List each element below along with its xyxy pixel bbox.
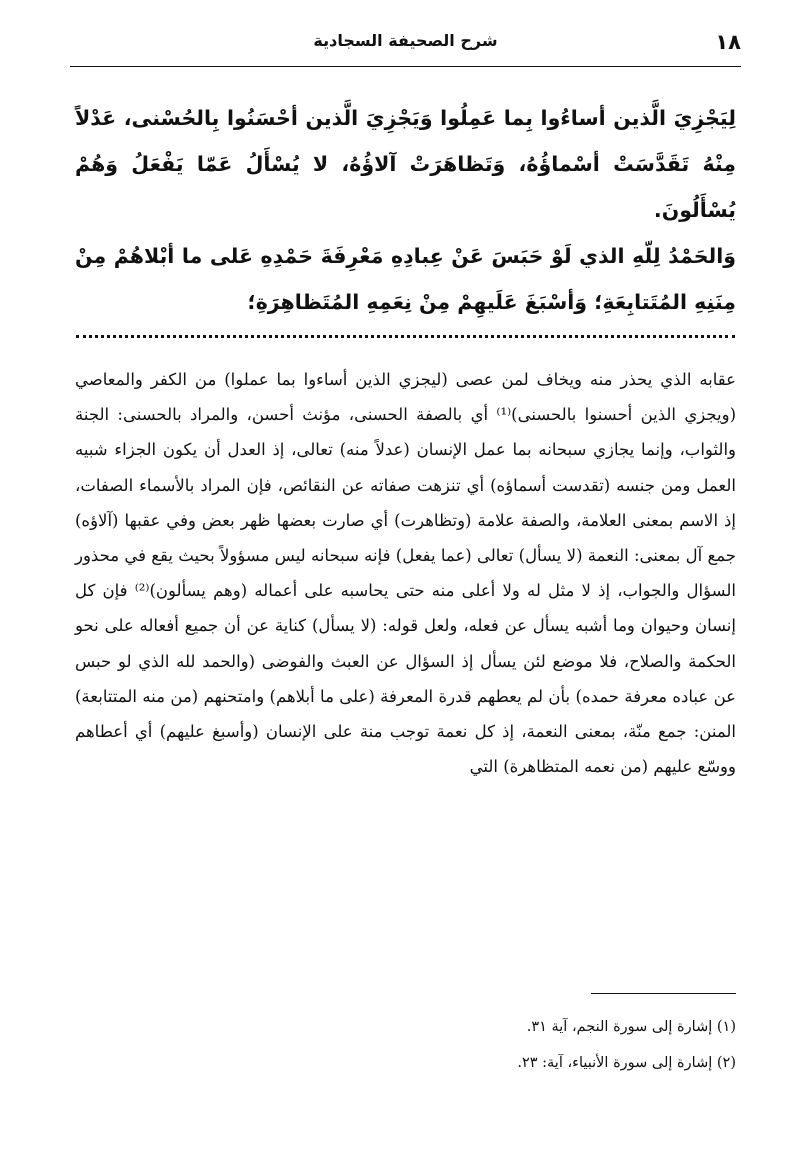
supplication-paragraph: لِيَجْزِيَ الَّذين أساءُوا بِما عَمِلُوا وَيَجْزِيَ الَّذين أحْسَنُوا بِالحُسْنى، عَدْلاً مِنْهُ تَقَدَّسَتْ أسْماؤُهُ، وَتَظاهَرَتْ آلاؤُهُ، لا يُسْأَلُ عَمّا يَفْعَلُ وَهُمْ يُسْأَلُونَ. (75, 106, 736, 222)
footnote-rule (591, 993, 736, 994)
page-header (70, 30, 741, 62)
commentary-text (75, 362, 736, 784)
supplication-text (75, 95, 736, 325)
header-rule (70, 66, 741, 67)
supplication-paragraph: وَالحَمْدُ لِلّهِ الذي لَوْ حَبَسَ عَنْ عِبادِهِ مَعْرِفَةَ حَمْدِهِ عَلى ما أبْلاهُمْ مِنْ مِنَنِهِ المُتَتابِعَةِ؛ وَأسْبَغَ عَلَيهِمْ مِنْ نِعَمِهِ المُتَظاهِرَةِ؛ (75, 244, 736, 314)
running-title: شرح الصحيفة السجادية (313, 31, 498, 50)
footnote-1: (١) إشارة إلى سورة النجم، آية ٣١. (526, 1019, 736, 1035)
footnotes (75, 1009, 736, 1081)
page-number: ١٨ (715, 30, 741, 54)
commentary-paragraph: عقابه الذي يحذر منه ويخاف لمن عصى (ليجزي الذين أساءوا بما عملوا) من الكفر والمعاصي (ويجزي الذين أحسنوا بالحسنى)⁽¹⁾ أي بالصفة الحسنى، مؤنث أحسن، والمراد بالحسنى: الجنة والثواب، وإنما يجازي سبحانه بما عمل الإنسان (عدلاً منه) تعالى، إذ العدل أن يكون الجزاء شبيه العمل ومن جنسه (تقدست أسماؤه) أي تنزهت صفاته عن النقائص، فإن المراد بالأسماء الصفات، إذ الاسم بمعنى العلامة، والصفة علامة (وتظاهرت) أي صارت بعضها ظهر بعض وفي عقبها (آلاؤه) جمع آل بمعنى: النعمة (لا يسأل) تعالى (عما يفعل) فإنه سبحانه ليس مسؤولاً بحيث يقع في محذور السؤال والجواب، إذ لا مثل له ولا أعلى منه حتى يحاسبه على أعماله (وهم يسألون)⁽²⁾ فإن كل إنسان وحيوان وما أشبه يسأل عن فعله، ولعل قوله: (لا يسأل) كناية عن أن جميع أفعاله على نحو الحكمة والصلاح، فلا موضع لئن يسأل إذ السؤال عن العبث والفوضى (والحمد لله الذي لو حبس عن عباده معرفة حمده) بأن لم يعطهم قدرة المعرفة (على ما أبلاهم) وامتحنهم (من منه المتتابعة) المنن: جمع منّة، بمعنى النعمة، إذ كل نعمة توجب منة على الإنسان (وأسبغ عليهم) أي أعطاهم ووسّع عليهم (من نعمه المتظاهرة) التي (75, 370, 737, 777)
footnote-2: (٢) إشارة إلى سورة الأنبياء، آية: ٢٣. (517, 1055, 736, 1071)
section-divider (76, 335, 735, 338)
